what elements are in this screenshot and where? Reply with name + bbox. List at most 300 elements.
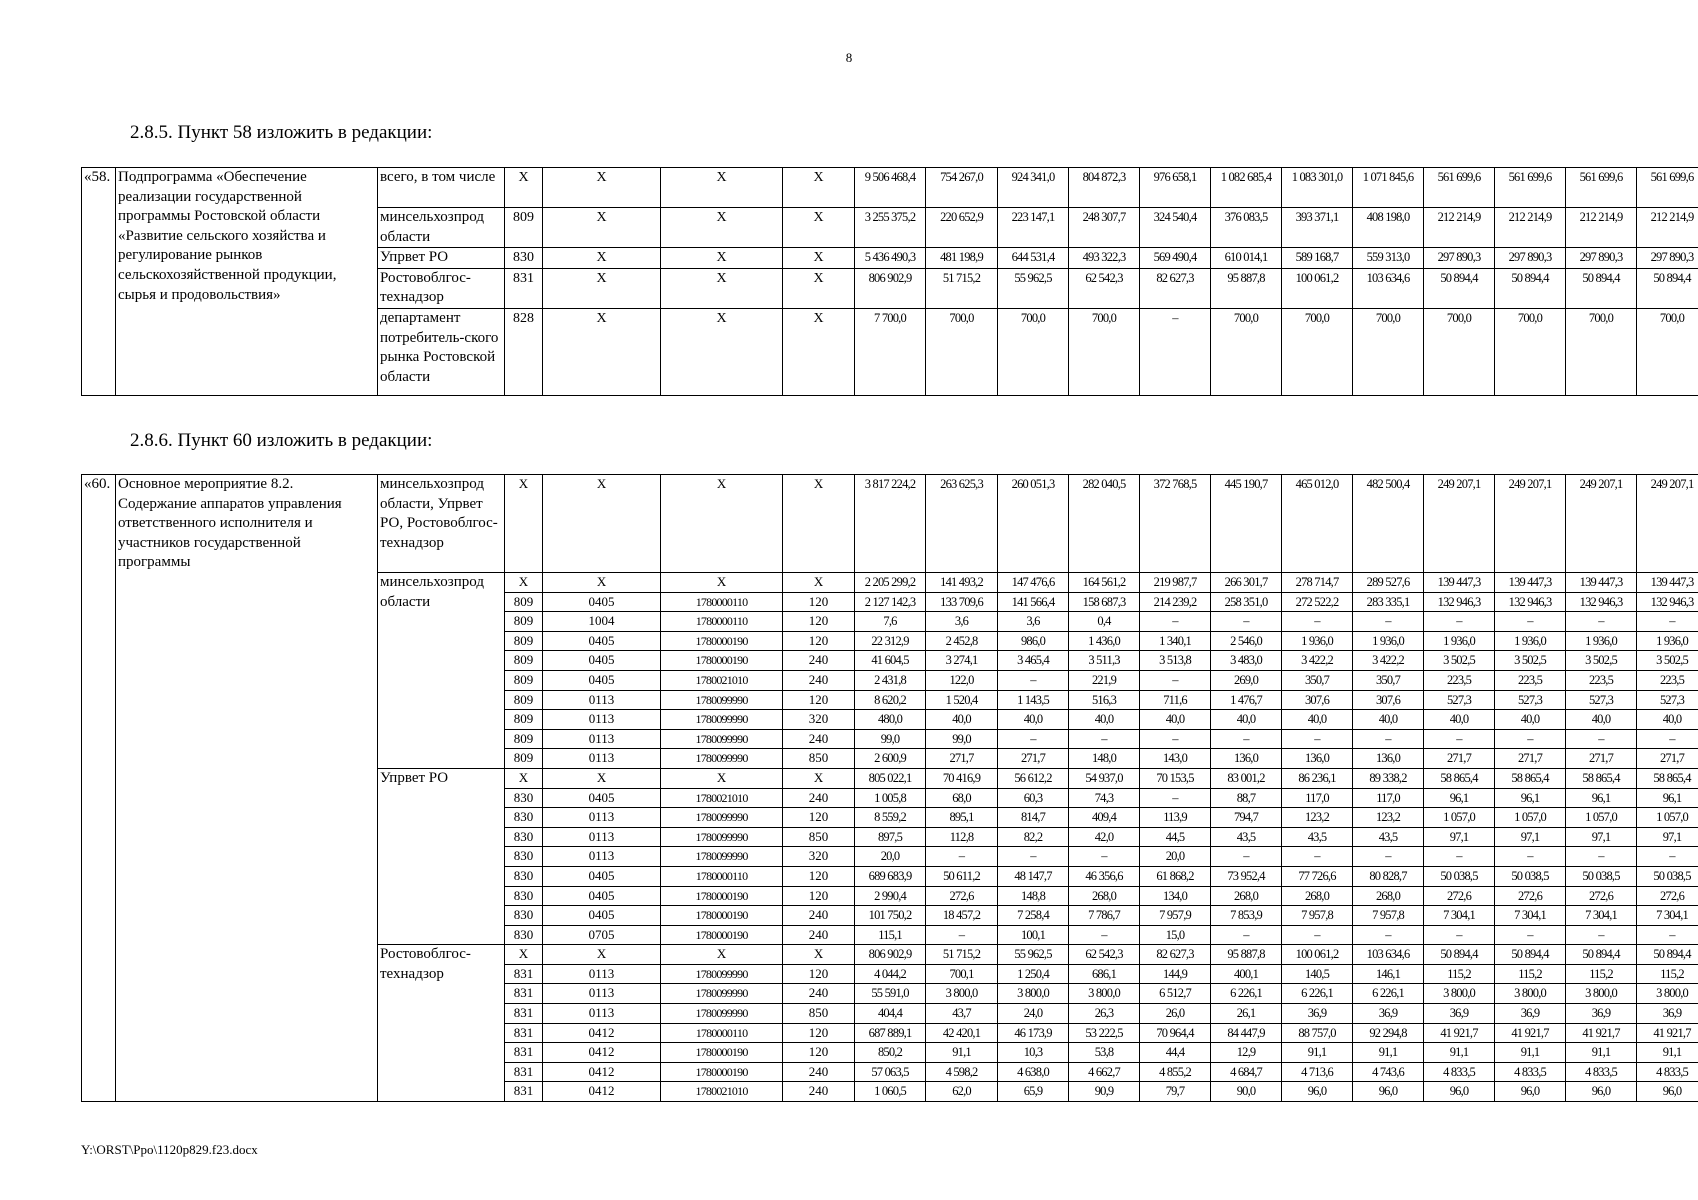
csr-cell: 1780000190 [661,631,783,651]
value-cell: 3 800,0 [1424,984,1495,1004]
value-cell: 148,0 [1069,749,1140,769]
value-cell: 3 274,1 [926,651,998,671]
value-cell: 372 768,5 [1140,475,1211,573]
value-cell: 700,1 [926,964,998,984]
value-cell: 814,7 [998,808,1069,828]
value-cell: 1 250,4 [998,964,1069,984]
value-cell: 214 239,2 [1140,592,1211,612]
value-cell: 3,6 [998,612,1069,632]
value-cell: 4 833,5 [1424,1062,1495,1082]
value-cell: 700,0 [1069,308,1140,395]
value-cell: – [1495,729,1566,749]
value-cell: 55 591,0 [855,984,926,1004]
value-cell: 133 709,6 [926,592,998,612]
grbs-cell: 809 [505,631,543,651]
rz-pr-cell: X [543,768,661,788]
value-cell: 1 060,5 [855,1082,926,1102]
grbs-cell: 831 [505,1082,543,1102]
value-cell: 2 546,0 [1211,631,1282,651]
value-cell: – [1637,847,1698,867]
value-cell: 924 341,0 [998,168,1069,208]
value-cell: – [998,670,1069,690]
value-cell: 7 258,4 [998,906,1069,926]
value-cell: 3 465,4 [998,651,1069,671]
value-cell: 44,4 [1140,1043,1211,1063]
value-cell: 103 634,6 [1353,945,1424,965]
value-cell: 569 490,4 [1140,248,1211,269]
value-cell: 96,0 [1495,1082,1566,1102]
value-cell: – [1211,612,1282,632]
value-cell: 3 513,8 [1140,651,1211,671]
value-cell: 4 833,5 [1566,1062,1637,1082]
value-cell: 50 894,4 [1637,945,1698,965]
value-cell: 91,1 [1353,1043,1424,1063]
value-cell: – [1566,729,1637,749]
value-cell: 90,0 [1211,1082,1282,1102]
value-cell: 1 936,0 [1637,631,1698,651]
value-cell: – [1353,847,1424,867]
value-cell: 794,7 [1211,808,1282,828]
value-cell: 123,2 [1353,808,1424,828]
value-cell: – [1566,847,1637,867]
grbs-cell: X [505,573,543,593]
grbs-cell: 830 [505,925,543,945]
item-name: Подпрограмма «Обеспечение реализации государственной программы Ростовской области «Развитие сельского хозяйства и регулирование рынков сельскохозяйственной продукции, сырья и продовольствия» [116,168,378,396]
vr-cell: X [783,945,855,965]
value-cell: 7 304,1 [1566,906,1637,926]
rz-pr-cell: 0405 [543,906,661,926]
csr-cell: X [661,768,783,788]
value-cell: 141 566,4 [998,592,1069,612]
value-cell: 41 921,7 [1424,1023,1495,1043]
value-cell: 272,6 [1566,886,1637,906]
csr-cell: 1780000110 [661,1023,783,1043]
vr-cell: 320 [783,847,855,867]
value-cell: 3 800,0 [1069,984,1140,1004]
value-cell: 4 855,2 [1140,1062,1211,1082]
value-cell: 140,5 [1282,964,1353,984]
value-cell: 113,9 [1140,808,1211,828]
value-cell: 260 051,3 [998,475,1069,573]
value-cell: 408 198,0 [1353,208,1424,248]
value-cell: 96,1 [1566,788,1637,808]
value-cell: 82 627,3 [1140,268,1211,308]
value-cell: 74,3 [1069,788,1140,808]
vr-cell: X [783,208,855,248]
value-cell: 99,0 [926,729,998,749]
value-cell: 36,9 [1282,1004,1353,1024]
value-cell: 7 304,1 [1495,906,1566,926]
value-cell: – [1211,729,1282,749]
value-cell: 96,1 [1637,788,1698,808]
vr-cell: 240 [783,670,855,690]
value-cell: – [1069,729,1140,749]
value-cell: 100,1 [998,925,1069,945]
csr-cell: X [661,945,783,965]
grbs-cell: 809 [505,612,543,632]
value-cell: 3 800,0 [998,984,1069,1004]
value-cell: 51 715,2 [926,268,998,308]
value-cell: 4 638,0 [998,1062,1069,1082]
value-cell: 561 699,6 [1424,168,1495,208]
vr-cell: 320 [783,710,855,730]
value-cell: 62 542,3 [1069,268,1140,308]
value-cell: 115,2 [1566,964,1637,984]
value-cell: 40,0 [1353,710,1424,730]
value-cell: 220 652,9 [926,208,998,248]
csr-cell: X [661,475,783,573]
value-cell: 223,5 [1566,670,1637,690]
value-cell: 57 063,5 [855,1062,926,1082]
value-cell: 42,0 [1069,827,1140,847]
value-cell: 82 627,3 [1140,945,1211,965]
value-cell: 9 506 468,4 [855,168,926,208]
value-cell: 1 936,0 [1353,631,1424,651]
value-cell: 272,6 [1637,886,1698,906]
vr-cell: 240 [783,651,855,671]
rz-pr-cell: X [543,308,661,395]
value-cell: 4 044,2 [855,964,926,984]
value-cell: 610 014,1 [1211,248,1282,269]
value-cell: 2 431,8 [855,670,926,690]
value-cell: – [1140,308,1211,395]
value-cell: 15,0 [1140,925,1211,945]
value-cell: 89 338,2 [1353,768,1424,788]
grbs-cell: 809 [505,592,543,612]
grbs-cell: 831 [505,1004,543,1024]
value-cell: 97,1 [1637,827,1698,847]
value-cell: 132 946,3 [1566,592,1637,612]
grbs-cell: X [505,945,543,965]
value-cell: 95 887,8 [1211,268,1282,308]
value-cell: 40,0 [1282,710,1353,730]
grbs-cell: 831 [505,1023,543,1043]
value-cell: 42 420,1 [926,1023,998,1043]
value-cell: 3 255 375,2 [855,208,926,248]
value-cell: – [1637,925,1698,945]
value-cell: 91,1 [926,1043,998,1063]
value-cell: 976 658,1 [1140,168,1211,208]
executor-cell: минсельхозпрод области [378,208,505,248]
value-cell: 481 198,9 [926,248,998,269]
grbs-cell: 830 [505,248,543,269]
value-cell: 96,0 [1282,1082,1353,1102]
value-cell: 689 683,9 [855,866,926,886]
value-cell: 100 061,2 [1282,268,1353,308]
value-cell: – [1353,612,1424,632]
value-cell: 24,0 [998,1004,1069,1024]
value-cell: 136,0 [1353,749,1424,769]
grbs-cell: 809 [505,208,543,248]
value-cell: 144,9 [1140,964,1211,984]
section-58-heading: 2.8.5. Пункт 58 изложить в редакции: [130,122,433,143]
value-cell: 268,0 [1353,886,1424,906]
value-cell: 700,0 [1566,308,1637,395]
value-cell: 1 476,7 [1211,690,1282,710]
csr-cell: X [661,268,783,308]
value-cell: 50 038,5 [1495,866,1566,886]
value-cell: 20,0 [1140,847,1211,867]
value-cell: – [1424,925,1495,945]
value-cell: – [1566,925,1637,945]
vr-cell: X [783,308,855,395]
csr-cell: 1780000190 [661,886,783,906]
value-cell: 26,1 [1211,1004,1282,1024]
vr-cell: 120 [783,964,855,984]
value-cell: 58 865,4 [1495,768,1566,788]
grbs-cell: 830 [505,866,543,886]
value-cell: 268,0 [1211,886,1282,906]
csr-cell: 1780099990 [661,729,783,749]
value-cell: 272,6 [926,886,998,906]
value-cell: 644 531,4 [998,248,1069,269]
value-cell: 62 542,3 [1069,945,1140,965]
vr-cell: 240 [783,788,855,808]
value-cell: 50 038,5 [1566,866,1637,886]
value-cell: – [1140,612,1211,632]
value-cell: – [1424,729,1495,749]
page-number: 8 [845,50,853,65]
value-cell: 516,3 [1069,690,1140,710]
vr-cell: 120 [783,866,855,886]
vr-cell: 240 [783,1082,855,1102]
value-cell: 6 226,1 [1282,984,1353,1004]
value-cell: 754 267,0 [926,168,998,208]
csr-cell: X [661,208,783,248]
item-number: «60. [82,475,116,1102]
value-cell: 112,8 [926,827,998,847]
value-cell: 3 422,2 [1353,651,1424,671]
value-cell: 221,9 [1069,670,1140,690]
csr-cell: 1780099990 [661,690,783,710]
value-cell: 48 147,7 [998,866,1069,886]
value-cell: 1 057,0 [1495,808,1566,828]
value-cell: 40,0 [1140,710,1211,730]
grbs-cell: 809 [505,729,543,749]
value-cell: 249 207,1 [1566,475,1637,573]
grbs-cell: 830 [505,808,543,828]
value-cell: 350,7 [1353,670,1424,690]
value-cell: 50 894,4 [1637,268,1698,308]
rz-pr-cell: X [543,573,661,593]
csr-cell: X [661,573,783,593]
value-cell: 83 001,2 [1211,768,1282,788]
executor-cell: Ростовоблгос-технадзор [378,945,505,1102]
value-cell: 445 190,7 [1211,475,1282,573]
item-name: Основное мероприятие 8.2. Содержание аппаратов управления ответственного исполнителя и участников государственной программы [116,475,378,1102]
vr-cell: 120 [783,1023,855,1043]
value-cell: 700,0 [1353,308,1424,395]
rz-pr-cell: 0113 [543,749,661,769]
value-cell: 223,5 [1495,670,1566,690]
grbs-cell: 809 [505,651,543,671]
vr-cell: X [783,268,855,308]
rz-pr-cell: X [543,208,661,248]
value-cell: 40,0 [1637,710,1698,730]
value-cell: 88,7 [1211,788,1282,808]
rz-pr-cell: 0405 [543,670,661,690]
value-cell: 4 833,5 [1637,1062,1698,1082]
value-cell: 4 713,6 [1282,1062,1353,1082]
value-cell: 0,4 [1069,612,1140,632]
value-cell: – [1637,729,1698,749]
value-cell: 3 800,0 [1637,984,1698,1004]
rz-pr-cell: 0405 [543,592,661,612]
value-cell: 686,1 [1069,964,1140,984]
value-cell: 4 598,2 [926,1062,998,1082]
value-cell: 73 952,4 [1211,866,1282,886]
value-cell: 248 307,7 [1069,208,1140,248]
value-cell: 123,2 [1282,808,1353,828]
value-cell: 3 800,0 [1495,984,1566,1004]
value-cell: 324 540,4 [1140,208,1211,248]
value-cell: 465 012,0 [1282,475,1353,573]
value-cell: 404,4 [855,1004,926,1024]
value-cell: 40,0 [1211,710,1282,730]
grbs-cell: 830 [505,886,543,906]
value-cell: 258 351,0 [1211,592,1282,612]
value-cell: 7 957,8 [1353,906,1424,926]
value-cell: 7 304,1 [1637,906,1698,926]
value-cell: 268,0 [1282,886,1353,906]
value-cell: 8 559,2 [855,808,926,828]
csr-cell: X [661,248,783,269]
rz-pr-cell: 0405 [543,866,661,886]
rz-pr-cell: 0113 [543,847,661,867]
value-cell: 2 127 142,3 [855,592,926,612]
value-cell: 26,3 [1069,1004,1140,1024]
value-cell: 12,9 [1211,1043,1282,1063]
value-cell: 40,0 [926,710,998,730]
csr-cell: 1780000190 [661,1043,783,1063]
value-cell: 50 894,4 [1566,268,1637,308]
value-cell: 139 447,3 [1566,573,1637,593]
value-cell: 146,1 [1353,964,1424,984]
value-cell: 90,9 [1069,1082,1140,1102]
value-cell: 115,2 [1495,964,1566,984]
value-cell: 212 214,9 [1566,208,1637,248]
value-cell: 1 082 685,4 [1211,168,1282,208]
value-cell: – [998,729,1069,749]
value-cell: 36,9 [1424,1004,1495,1024]
item-number: «58. [82,168,116,396]
value-cell: 3 483,0 [1211,651,1282,671]
value-cell: 99,0 [855,729,926,749]
value-cell: – [926,925,998,945]
grbs-cell: X [505,475,543,573]
value-cell: 141 493,2 [926,573,998,593]
value-cell: 115,2 [1424,964,1495,984]
value-cell: 7 304,1 [1424,906,1495,926]
value-cell: 7,6 [855,612,926,632]
grbs-cell: 830 [505,827,543,847]
grbs-cell: X [505,168,543,208]
value-cell: 4 833,5 [1495,1062,1566,1082]
vr-cell: 240 [783,906,855,926]
value-cell: 139 447,3 [1495,573,1566,593]
value-cell: 36,9 [1566,1004,1637,1024]
value-cell: 91,1 [1566,1043,1637,1063]
rz-pr-cell: 0113 [543,1004,661,1024]
rz-pr-cell: 0113 [543,729,661,749]
value-cell: 805 022,1 [855,768,926,788]
vr-cell: 120 [783,592,855,612]
value-cell: 18 457,2 [926,906,998,926]
value-cell: 271,7 [1495,749,1566,769]
executor-cell: минсельхозпрод области [378,573,505,769]
value-cell: 82,2 [998,827,1069,847]
csr-cell: 1780099990 [661,710,783,730]
grbs-cell: 831 [505,1062,543,1082]
value-cell: 46 173,9 [998,1023,1069,1043]
vr-cell: 850 [783,749,855,769]
value-cell: 3 511,3 [1069,651,1140,671]
value-cell: 50 611,2 [926,866,998,886]
value-cell: 96,1 [1424,788,1495,808]
rz-pr-cell: 0113 [543,808,661,828]
csr-cell: 1780021010 [661,670,783,690]
value-cell: – [1069,925,1140,945]
vr-cell: X [783,768,855,788]
value-cell: 139 447,3 [1424,573,1495,593]
value-cell: 409,4 [1069,808,1140,828]
csr-cell: 1780099990 [661,749,783,769]
grbs-cell: 809 [505,749,543,769]
value-cell: – [1424,847,1495,867]
rz-pr-cell: X [543,475,661,573]
value-cell: 86 236,1 [1282,768,1353,788]
value-cell: 212 214,9 [1637,208,1698,248]
value-cell: 115,1 [855,925,926,945]
value-cell: 79,7 [1140,1082,1211,1102]
value-cell: 26,0 [1140,1004,1211,1024]
value-cell: 272 522,2 [1282,592,1353,612]
value-cell: 2 205 299,2 [855,573,926,593]
value-cell: 271,7 [926,749,998,769]
value-cell: 91,1 [1495,1043,1566,1063]
value-cell: 7 957,8 [1282,906,1353,926]
value-cell: 7 853,9 [1211,906,1282,926]
vr-cell: 120 [783,690,855,710]
value-cell: 271,7 [998,749,1069,769]
value-cell: 282 040,5 [1069,475,1140,573]
value-cell: 895,1 [926,808,998,828]
value-cell: 96,0 [1637,1082,1698,1102]
value-cell: 223 147,1 [998,208,1069,248]
vr-cell: X [783,573,855,593]
grbs-cell: 809 [505,690,543,710]
value-cell: 527,3 [1566,690,1637,710]
vr-cell: X [783,475,855,573]
value-cell: 1 936,0 [1282,631,1353,651]
value-cell: 700,0 [1424,308,1495,395]
rz-pr-cell: 0412 [543,1062,661,1082]
value-cell: 223,5 [1637,670,1698,690]
rz-pr-cell: 0113 [543,964,661,984]
section-58-table [81,167,1698,396]
value-cell: 1 057,0 [1566,808,1637,828]
value-cell: 3,6 [926,612,998,632]
section-60-table [81,474,1698,1102]
value-cell: 700,0 [1495,308,1566,395]
rz-pr-cell: 0705 [543,925,661,945]
value-cell: 7 786,7 [1069,906,1140,926]
value-cell: 91,1 [1424,1043,1495,1063]
value-cell: – [998,847,1069,867]
value-cell: 527,3 [1637,690,1698,710]
value-cell: – [1211,847,1282,867]
value-cell: 65,9 [998,1082,1069,1102]
